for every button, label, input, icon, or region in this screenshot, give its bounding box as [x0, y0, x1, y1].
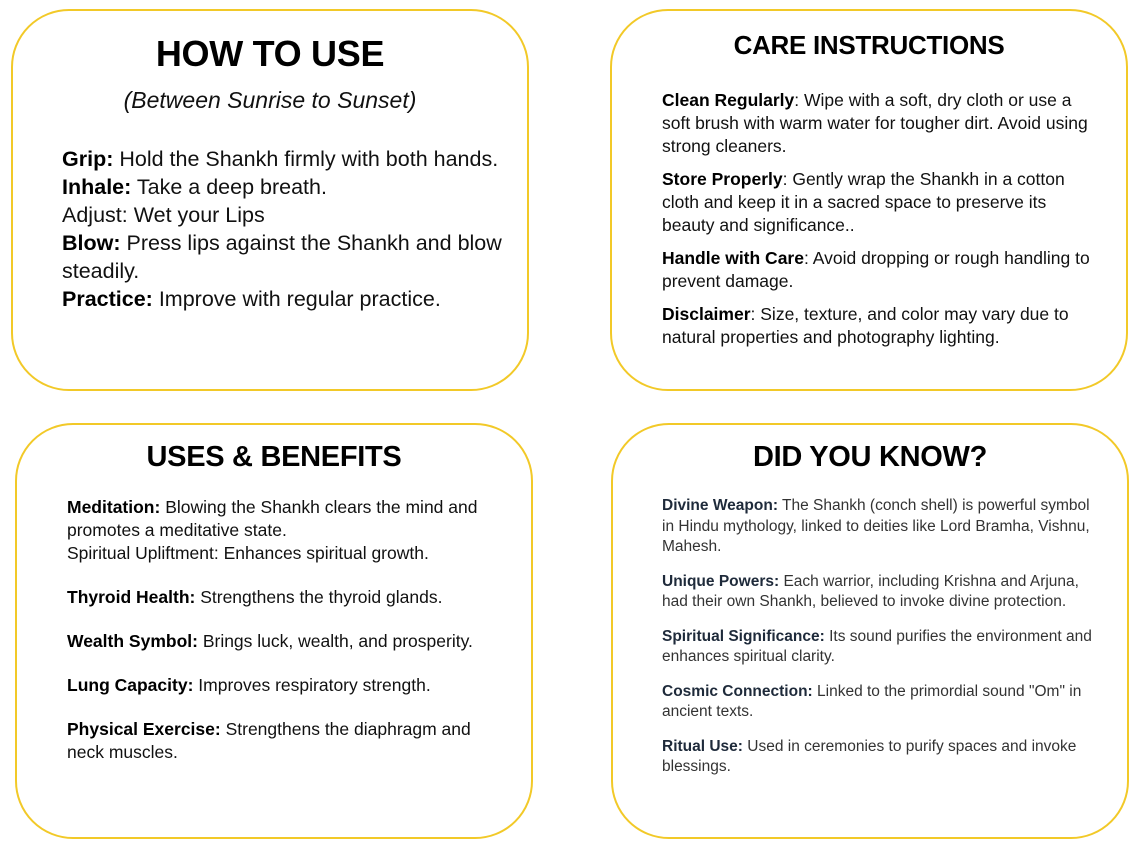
care-text: : Size, texture, and color may vary due to natural properties and photography lighting. [662, 304, 1069, 347]
fact-label: Unique Powers: [662, 572, 780, 590]
uses-benefits-card [15, 423, 533, 839]
benefit-text: Brings luck, wealth, and prosperity. [197, 631, 473, 651]
benefit-text: Strengthens the thyroid glands. [195, 587, 443, 607]
fact-label: Ritual Use: [662, 737, 743, 755]
fact-label: Divine Weapon: [662, 497, 778, 514]
care-item-disclaimer [662, 303, 1092, 349]
step-text: Press lips against the Shankh and blow steadily. [62, 231, 502, 283]
step-text: Adjust: Wet your Lips [62, 203, 265, 227]
care-text: : Gently wrap the Shankh in a cotton cloth and keep it in a sacred space to preserve its beauty and significance.. [662, 169, 1065, 235]
benefit-wealth [67, 630, 507, 653]
how-to-use-steps [62, 145, 512, 313]
benefit-meditation [67, 496, 507, 565]
care-label: Store Properly [662, 169, 783, 189]
step-inhale [62, 173, 512, 201]
fact-unique-powers [662, 572, 1092, 613]
benefit-label: Wealth Symbol: [67, 631, 198, 651]
how-to-use-subtitle: (Between Sunrise to Sunset) [123, 87, 417, 113]
benefit-label: Lung Capacity: [67, 675, 194, 695]
care-text: : Avoid dropping or rough handling to prevent damage. [662, 248, 1090, 291]
did-you-know-title: DID YOU KNOW? [752, 441, 987, 473]
fact-ritual-use [662, 737, 1092, 778]
fact-text: Each warrior, including Krishna and Arjuna, had their own Shankh, believed to invoke divine protection. [662, 572, 1079, 610]
step-label: Blow: [62, 231, 121, 255]
step-label: Practice: [62, 287, 153, 311]
care-item-handle [662, 247, 1092, 293]
care-instructions-list [662, 89, 1092, 359]
care-label: Disclaimer [662, 304, 751, 324]
did-you-know-card [611, 423, 1129, 839]
benefit-label: Meditation: [67, 497, 161, 517]
step-text: Improve with regular practice. [152, 287, 441, 311]
step-practice [62, 285, 512, 313]
fact-text: Its sound purifies the environment and enhances spiritual clarity. [662, 627, 1092, 665]
care-item-clean [662, 89, 1092, 158]
step-adjust [62, 201, 512, 229]
step-blow [62, 229, 512, 285]
care-label: Clean Regularly [662, 90, 795, 110]
uses-benefits-list [67, 496, 507, 785]
care-text: : Wipe with a soft, dry cloth or use a soft brush with warm water for tougher dirt. Avoid using strong cleaners. [662, 90, 1088, 156]
step-label: Grip: [62, 147, 114, 171]
fact-text: Used in ceremonies to purify spaces and invoke blessings. [662, 737, 1077, 775]
benefit-extra: Spiritual Upliftment: Enhances spiritual growth. [67, 543, 429, 563]
step-label: Inhale: [62, 175, 132, 199]
benefit-text: Blowing the Shankh clears the mind and promotes a meditative state. [67, 497, 478, 540]
care-instructions-title: CARE INSTRUCTIONS [733, 30, 1005, 60]
step-grip [62, 145, 512, 173]
benefit-lung [67, 674, 507, 697]
step-text: Hold the Shankh firmly with both hands. [113, 147, 499, 171]
fact-divine-weapon [662, 496, 1092, 558]
how-to-use-card [11, 9, 529, 391]
how-to-use-title: HOW TO USE [155, 33, 385, 74]
fact-text: The Shankh (conch shell) is powerful symbol in Hindu mythology, linked to deities like Lord Bramha, Vishnu, Mahesh. [662, 497, 1090, 555]
fact-label: Spiritual Significance: [662, 627, 825, 645]
care-label: Handle with Care [662, 248, 804, 268]
care-instructions-card [610, 9, 1128, 391]
benefit-text: Improves respiratory strength. [193, 675, 431, 695]
benefit-label: Thyroid Health: [67, 587, 196, 607]
fact-text: Linked to the primordial sound "Om" in ancient texts. [662, 682, 1082, 720]
fact-spiritual-significance [662, 627, 1092, 668]
fact-label: Cosmic Connection: [662, 682, 813, 700]
did-you-know-list [662, 496, 1092, 792]
care-item-store [662, 168, 1092, 237]
benefit-thyroid [67, 586, 507, 609]
step-text: Take a deep breath. [131, 175, 327, 199]
benefit-text: Strengthens the diaphragm and neck muscles. [67, 719, 471, 762]
benefit-exercise [67, 718, 507, 764]
benefit-label: Physical Exercise: [67, 719, 221, 739]
uses-benefits-title: USES & BENEFITS [146, 441, 402, 473]
fact-cosmic-connection [662, 682, 1092, 723]
